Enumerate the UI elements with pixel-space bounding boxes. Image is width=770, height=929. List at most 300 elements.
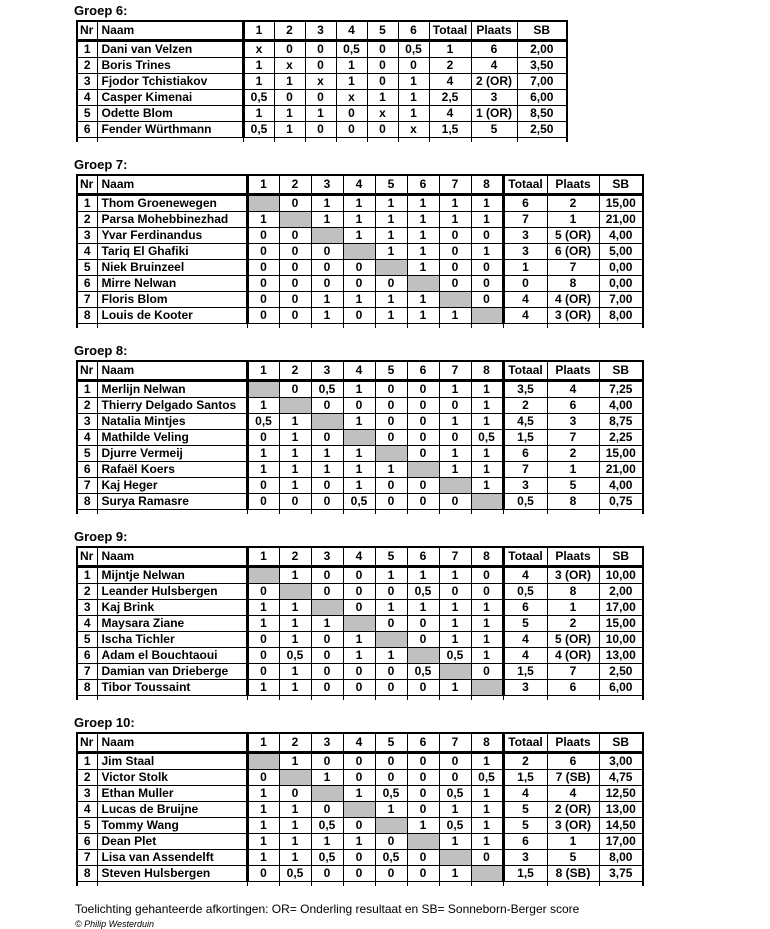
score-cell: 0 [279, 494, 311, 510]
score-cell: 0,5 [343, 494, 375, 510]
sb-cell: 17,00 [599, 834, 643, 850]
header-round-8: 8 [471, 175, 503, 195]
score-cell: 0 [407, 632, 439, 648]
score-cell: 1 [375, 244, 407, 260]
header-round-2: 2 [279, 361, 311, 381]
score-cell: 0 [439, 244, 471, 260]
score-cell: 0 [311, 567, 343, 584]
player-nr: 4 [77, 430, 97, 446]
place-cell: 2 (OR) [471, 74, 517, 90]
score-cell: 1 [247, 680, 279, 696]
grid-remnant-cell [367, 138, 398, 143]
header-round-1: 1 [247, 361, 279, 381]
header-row [77, 361, 643, 381]
player-row [77, 195, 643, 212]
grid-remnant-cell [77, 696, 97, 701]
sb-cell: 3,75 [599, 866, 643, 882]
player-nr: 4 [77, 802, 97, 818]
place-cell: 2 [547, 616, 599, 632]
score-cell: 0 [247, 494, 279, 510]
score-cell: 1 [439, 381, 471, 398]
place-cell: 6 [471, 41, 517, 58]
score-cell: 0 [311, 398, 343, 414]
score-cell: 0 [247, 430, 279, 446]
diagonal-cell [343, 244, 375, 260]
score-cell: 0 [375, 770, 407, 786]
sb-cell: 3,50 [517, 58, 567, 74]
grid-remnant-row [77, 510, 643, 515]
header-totaal: Totaal [503, 175, 547, 195]
player-row [77, 308, 643, 324]
sb-cell: 7,00 [517, 74, 567, 90]
total-cell: 5 [503, 802, 547, 818]
player-name: Ischa Tichler [97, 632, 247, 648]
score-cell: 1 [407, 600, 439, 616]
score-cell: 1 [336, 58, 367, 74]
header-naam: Naam [97, 21, 243, 41]
results-table [76, 174, 644, 328]
score-cell: 0 [279, 228, 311, 244]
diagonal-cell [471, 494, 503, 510]
score-cell: 1 [279, 802, 311, 818]
player-nr: 8 [77, 494, 97, 510]
header-round-4: 4 [343, 361, 375, 381]
score-cell: 0 [471, 850, 503, 866]
grid-remnant-cell [343, 324, 375, 329]
grid-remnant-cell [407, 696, 439, 701]
score-cell: 1 [407, 818, 439, 834]
score-cell: 1 [343, 462, 375, 478]
grid-remnant-cell [311, 324, 343, 329]
score-cell: 1 [439, 446, 471, 462]
score-cell: 1 [471, 414, 503, 430]
player-nr: 5 [77, 446, 97, 462]
player-row [77, 567, 643, 584]
place-cell: 7 (SB) [547, 770, 599, 786]
player-nr: 8 [77, 308, 97, 324]
score-cell: 1 [439, 802, 471, 818]
total-cell: 6 [503, 195, 547, 212]
score-cell: 1 [407, 228, 439, 244]
score-cell: 0 [407, 753, 439, 770]
score-cell: 1 [439, 600, 471, 616]
score-cell: 0,5 [439, 818, 471, 834]
place-cell: 7 [547, 260, 599, 276]
total-cell: 1,5 [503, 866, 547, 882]
total-cell: 3 [503, 228, 547, 244]
score-cell: 1 [311, 462, 343, 478]
score-cell: 0 [407, 866, 439, 882]
grid-remnant-cell [247, 324, 279, 329]
score-cell: 1 [439, 462, 471, 478]
header-round-4: 4 [343, 175, 375, 195]
header-plaats: Plaats [547, 547, 599, 567]
player-name: Natalia Mintjes [97, 414, 247, 430]
header-round-6: 6 [407, 361, 439, 381]
sb-cell: 6,00 [517, 90, 567, 106]
total-cell: 4 [503, 308, 547, 324]
grid-remnant-cell [97, 138, 243, 143]
score-cell: 1 [439, 195, 471, 212]
grid-remnant-cell [247, 882, 279, 887]
sb-cell: 10,00 [599, 567, 643, 584]
score-cell: 0 [311, 494, 343, 510]
header-sb: SB [599, 361, 643, 381]
score-cell: 0 [343, 680, 375, 696]
score-cell: 1 [439, 680, 471, 696]
player-nr: 7 [77, 850, 97, 866]
total-cell: 1,5 [503, 430, 547, 446]
header-round-8: 8 [471, 733, 503, 753]
score-cell: 0 [279, 276, 311, 292]
score-cell: x [398, 122, 429, 138]
header-totaal: Totaal [429, 21, 471, 41]
grid-remnant-cell [274, 138, 305, 143]
score-cell: 0 [471, 260, 503, 276]
score-cell: 0,5 [243, 122, 274, 138]
score-cell: 0 [367, 58, 398, 74]
score-cell: 0 [375, 584, 407, 600]
place-cell: 5 [547, 850, 599, 866]
sb-cell: 2,00 [517, 41, 567, 58]
place-cell: 7 [547, 430, 599, 446]
score-cell: 1 [343, 786, 375, 802]
sb-cell: 7,00 [599, 292, 643, 308]
diagonal-cell [439, 292, 471, 308]
score-cell: 0 [439, 398, 471, 414]
score-cell: 1 [247, 398, 279, 414]
score-cell: 0 [407, 414, 439, 430]
player-name: Jim Staal [97, 753, 247, 770]
sb-cell: 7,25 [599, 381, 643, 398]
sb-cell: 14,50 [599, 818, 643, 834]
results-table [76, 732, 644, 886]
place-cell: 7 [547, 664, 599, 680]
score-cell: 0 [279, 381, 311, 398]
score-cell: 1 [343, 414, 375, 430]
grid-remnant-cell [247, 696, 279, 701]
grid-remnant-cell [547, 882, 599, 887]
score-cell: 0 [367, 122, 398, 138]
score-cell: 1 [375, 292, 407, 308]
score-cell: 1 [375, 600, 407, 616]
total-cell: 2,5 [429, 90, 471, 106]
header-round-4: 4 [336, 21, 367, 41]
diagonal-cell [471, 680, 503, 696]
grid-remnant-cell [439, 882, 471, 887]
grid-remnant-cell [279, 882, 311, 887]
score-cell: 1 [471, 446, 503, 462]
diagonal-cell [407, 276, 439, 292]
score-cell: 0 [375, 866, 407, 882]
score-cell: 1 [336, 74, 367, 90]
place-cell: 6 [547, 753, 599, 770]
score-cell: 0 [375, 494, 407, 510]
score-cell: 1 [279, 600, 311, 616]
total-cell: 3,5 [503, 381, 547, 398]
score-cell: 1 [439, 632, 471, 648]
score-cell: 0 [247, 648, 279, 664]
diagonal-cell [439, 850, 471, 866]
results-table [76, 20, 568, 142]
total-cell: 7 [503, 212, 547, 228]
score-cell: 0 [336, 106, 367, 122]
score-cell: 0,5 [311, 850, 343, 866]
score-cell: 1 [247, 600, 279, 616]
header-totaal: Totaal [503, 547, 547, 567]
diagonal-cell [407, 834, 439, 850]
score-cell: 0 [343, 818, 375, 834]
total-cell: 0,5 [503, 494, 547, 510]
player-nr: 4 [77, 90, 97, 106]
score-cell: 0,5 [375, 850, 407, 866]
player-row [77, 600, 643, 616]
score-cell: 1 [311, 195, 343, 212]
sb-cell: 12,50 [599, 786, 643, 802]
score-cell: 1 [343, 212, 375, 228]
score-cell: 0 [375, 414, 407, 430]
score-cell: 1 [471, 802, 503, 818]
diagonal-cell [407, 462, 439, 478]
player-row [77, 494, 643, 510]
diagonal-cell [375, 446, 407, 462]
header-totaal: Totaal [503, 733, 547, 753]
score-cell: 1 [243, 58, 274, 74]
group-section-7 [76, 158, 770, 328]
player-nr: 8 [77, 680, 97, 696]
score-cell: 0 [367, 74, 398, 90]
place-cell: 6 [547, 680, 599, 696]
header-round-2: 2 [279, 547, 311, 567]
player-name: Rafaël Koers [97, 462, 247, 478]
score-cell: 1 [471, 818, 503, 834]
score-cell: 0 [343, 260, 375, 276]
grid-remnant-cell [336, 138, 367, 143]
grid-remnant-cell [375, 324, 407, 329]
total-cell: 5 [503, 818, 547, 834]
score-cell: 0 [375, 430, 407, 446]
score-cell: 0 [311, 680, 343, 696]
score-cell: 1 [398, 106, 429, 122]
header-round-1: 1 [247, 547, 279, 567]
player-row [77, 398, 643, 414]
player-row [77, 648, 643, 664]
score-cell: 1 [367, 90, 398, 106]
score-cell: x [367, 106, 398, 122]
score-cell: 1 [439, 567, 471, 584]
score-cell: 0 [311, 632, 343, 648]
sb-cell: 4,75 [599, 770, 643, 786]
header-round-3: 3 [311, 175, 343, 195]
score-cell: 0 [247, 292, 279, 308]
score-cell: 0,5 [471, 430, 503, 446]
player-nr: 1 [77, 753, 97, 770]
grid-remnant-cell [471, 696, 503, 701]
score-cell: 0 [407, 680, 439, 696]
score-cell: 0 [247, 664, 279, 680]
grid-remnant-cell [343, 696, 375, 701]
diagonal-cell [439, 664, 471, 680]
place-cell: 6 (OR) [547, 244, 599, 260]
score-cell: 0 [439, 430, 471, 446]
diagonal-cell [279, 584, 311, 600]
score-cell: 0 [375, 664, 407, 680]
player-row [77, 446, 643, 462]
score-cell: 0 [305, 41, 336, 58]
player-row [77, 212, 643, 228]
header-naam: Naam [97, 175, 247, 195]
score-cell: 1 [471, 616, 503, 632]
score-cell: 1 [471, 600, 503, 616]
header-round-5: 5 [367, 21, 398, 41]
diagonal-cell [375, 632, 407, 648]
header-sb: SB [599, 175, 643, 195]
score-cell: 1 [471, 462, 503, 478]
score-cell: 0 [311, 244, 343, 260]
score-cell: 0 [279, 786, 311, 802]
player-name: Mirre Nelwan [97, 276, 247, 292]
player-name: Kaj Heger [97, 478, 247, 494]
score-cell: 1 [343, 478, 375, 494]
grid-remnant-cell [375, 696, 407, 701]
score-cell: 1 [398, 90, 429, 106]
player-name: Yvar Ferdinandus [97, 228, 247, 244]
total-cell: 2 [503, 398, 547, 414]
diagonal-cell [311, 600, 343, 616]
total-cell: 4 [429, 106, 471, 122]
group-title: Groep 8: [74, 343, 128, 358]
player-name: Parsa Mohebbinezhad [97, 212, 247, 228]
score-cell: 0 [343, 276, 375, 292]
score-cell: 0,5 [439, 786, 471, 802]
sb-cell: 0,75 [599, 494, 643, 510]
place-cell: 5 (OR) [547, 632, 599, 648]
score-cell: 0 [279, 292, 311, 308]
player-row [77, 770, 643, 786]
player-name: Merlijn Nelwan [97, 381, 247, 398]
score-cell: 1 [247, 462, 279, 478]
score-cell: 0 [247, 478, 279, 494]
header-round-5: 5 [375, 733, 407, 753]
header-round-2: 2 [279, 733, 311, 753]
player-row [77, 74, 567, 90]
score-cell: 0 [471, 664, 503, 680]
grid-remnant-cell [97, 510, 247, 515]
player-row [77, 616, 643, 632]
player-nr: 3 [77, 74, 97, 90]
player-row [77, 90, 567, 106]
score-cell: 0 [375, 276, 407, 292]
score-cell: 0 [247, 866, 279, 882]
total-cell: 4 [503, 292, 547, 308]
score-cell: 1 [439, 616, 471, 632]
score-cell: x [274, 58, 305, 74]
place-cell: 4 (OR) [547, 292, 599, 308]
player-name: Tariq El Ghafiki [97, 244, 247, 260]
grid-remnant-cell [407, 324, 439, 329]
player-nr: 6 [77, 276, 97, 292]
player-name: Kaj Brink [97, 600, 247, 616]
grid-remnant-cell [517, 138, 567, 143]
score-cell: 0 [375, 478, 407, 494]
grid-remnant-cell [279, 510, 311, 515]
grid-remnant-cell [471, 882, 503, 887]
place-cell: 2 (OR) [547, 802, 599, 818]
sb-cell: 10,00 [599, 632, 643, 648]
score-cell: 0 [311, 260, 343, 276]
place-cell: 1 (OR) [471, 106, 517, 122]
score-cell: 1 [279, 664, 311, 680]
header-round-1: 1 [243, 21, 274, 41]
player-name: Damian van Drieberge [97, 664, 247, 680]
sb-cell: 4,00 [599, 398, 643, 414]
score-cell: 0 [375, 616, 407, 632]
header-nr: Nr [77, 547, 97, 567]
sb-cell: 8,50 [517, 106, 567, 122]
score-cell: 1 [279, 818, 311, 834]
sb-cell: 15,00 [599, 616, 643, 632]
score-cell: 1 [247, 212, 279, 228]
player-nr: 2 [77, 58, 97, 74]
score-cell: 0 [343, 398, 375, 414]
score-cell: 0 [407, 446, 439, 462]
results-table [76, 546, 644, 700]
total-cell: 0 [503, 276, 547, 292]
score-cell: 0 [343, 770, 375, 786]
sb-cell: 13,00 [599, 648, 643, 664]
player-nr: 5 [77, 818, 97, 834]
header-round-7: 7 [439, 361, 471, 381]
score-cell: 0 [343, 664, 375, 680]
player-name: Lucas de Bruijne [97, 802, 247, 818]
score-cell: 1 [343, 381, 375, 398]
score-cell: 1 [343, 446, 375, 462]
player-row [77, 260, 643, 276]
score-cell: 1 [247, 616, 279, 632]
place-cell: 1 [547, 600, 599, 616]
place-cell: 3 (OR) [547, 567, 599, 584]
player-name: Floris Blom [97, 292, 247, 308]
header-round-1: 1 [247, 733, 279, 753]
sb-cell: 6,00 [599, 680, 643, 696]
player-row [77, 58, 567, 74]
score-cell: 0,5 [311, 381, 343, 398]
score-cell: 1 [471, 478, 503, 494]
score-cell: 1 [247, 850, 279, 866]
score-cell: 0 [471, 584, 503, 600]
player-name: Leander Hulsbergen [97, 584, 247, 600]
score-cell: 0 [375, 381, 407, 398]
score-cell: 1 [471, 648, 503, 664]
sb-cell: 8,75 [599, 414, 643, 430]
player-nr: 3 [77, 228, 97, 244]
score-cell: 0 [305, 122, 336, 138]
score-cell: 0 [375, 680, 407, 696]
group-title: Groep 10: [74, 715, 135, 730]
score-cell: 0 [247, 260, 279, 276]
score-cell: 0 [407, 786, 439, 802]
score-cell: x [243, 41, 274, 58]
player-name: Dani van Velzen [97, 41, 243, 58]
header-round-7: 7 [439, 733, 471, 753]
player-nr: 6 [77, 122, 97, 138]
score-cell: 1 [279, 478, 311, 494]
score-cell: 1 [439, 414, 471, 430]
score-cell: 1 [311, 616, 343, 632]
player-name: Niek Bruinzeel [97, 260, 247, 276]
score-cell: 1 [243, 74, 274, 90]
player-row [77, 850, 643, 866]
